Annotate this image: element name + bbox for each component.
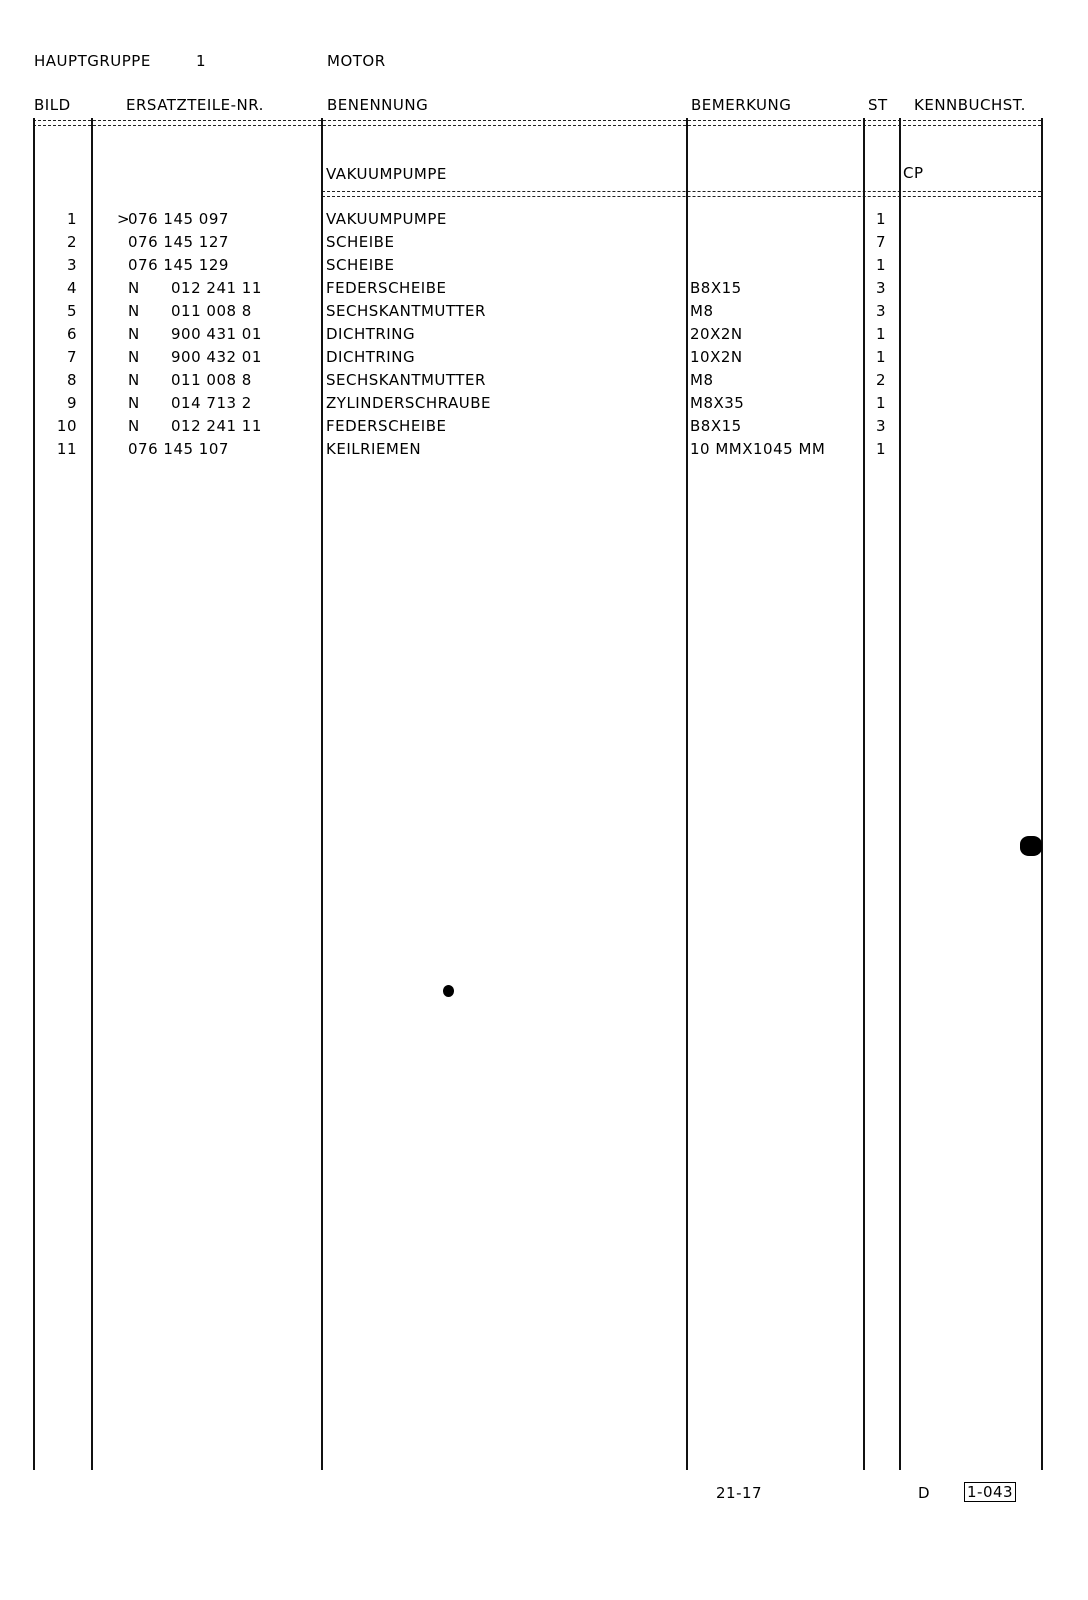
- cell-prefix: N: [128, 417, 140, 435]
- cell-bild: 6: [66, 325, 77, 343]
- cell-bild: 5: [66, 302, 77, 320]
- page-reference: 21-17: [716, 1484, 763, 1502]
- cell-part-number: 014 713 2: [171, 394, 252, 412]
- table-row: [0, 233, 1088, 256]
- cell-qty: 3: [876, 417, 887, 435]
- cell-name: KEILRIEMEN: [326, 440, 422, 458]
- table-row: [0, 302, 1088, 325]
- cell-bild: 1: [66, 210, 77, 228]
- group-number: 1: [196, 52, 207, 70]
- table-row: [0, 325, 1088, 348]
- cell-qty: 2: [876, 371, 887, 389]
- cell-qty: 7: [876, 233, 887, 251]
- cell-name: SCHEIBE: [326, 256, 395, 274]
- cell-bild: 2: [66, 233, 77, 251]
- cell-prefix: N: [128, 394, 140, 412]
- col-header-part-number: ERSATZTEILE-NR.: [126, 96, 264, 114]
- sheet-number: 1-043: [964, 1482, 1016, 1502]
- group-label: HAUPTGRUPPE: [34, 52, 151, 70]
- cell-part-number: 076 145 127: [128, 233, 229, 251]
- cell-remark: M8: [690, 302, 714, 320]
- table-row: [0, 348, 1088, 371]
- cell-prefix: N: [128, 279, 140, 297]
- table-row: [0, 371, 1088, 394]
- cell-name: SECHSKANTMUTTER: [326, 302, 486, 320]
- cell-remark: M8X35: [690, 394, 745, 412]
- cell-remark: B8X15: [690, 417, 742, 435]
- cell-remark: B8X15: [690, 279, 742, 297]
- table-row: [0, 279, 1088, 302]
- cell-remark: M8: [690, 371, 714, 389]
- cell-part-number: 900 431 01: [171, 325, 262, 343]
- cell-prefix: >: [117, 210, 131, 228]
- cell-prefix: N: [128, 302, 140, 320]
- cell-part-number: 076 145 129: [128, 256, 229, 274]
- col-header-name: BENENNUNG: [327, 96, 429, 114]
- cell-qty: 1: [876, 256, 887, 274]
- cell-bild: 4: [66, 279, 77, 297]
- table-row: [0, 256, 1088, 279]
- cell-name: ZYLINDERSCHRAUBE: [326, 394, 491, 412]
- cell-part-number: 076 145 107: [128, 440, 229, 458]
- cell-qty: 1: [876, 325, 887, 343]
- group-name: MOTOR: [327, 52, 386, 70]
- cell-remark: 10X2N: [690, 348, 743, 366]
- cell-qty: 3: [876, 279, 887, 297]
- cell-name: DICHTRING: [326, 348, 416, 366]
- assembly-separator: [322, 191, 1041, 197]
- cell-part-number: 012 241 11: [171, 417, 262, 435]
- cell-prefix: N: [128, 325, 140, 343]
- cell-name: DICHTRING: [326, 325, 416, 343]
- table-row: [0, 417, 1088, 440]
- cell-name: SECHSKANTMUTTER: [326, 371, 486, 389]
- cell-part-number: 900 432 01: [171, 348, 262, 366]
- cell-bild: 8: [66, 371, 77, 389]
- cell-remark: 20X2N: [690, 325, 743, 343]
- cell-name: FEDERSCHEIBE: [326, 279, 447, 297]
- cell-name: SCHEIBE: [326, 233, 395, 251]
- cell-prefix: N: [128, 371, 140, 389]
- col-header-qty: ST: [868, 96, 888, 114]
- scan-speck: [1020, 836, 1042, 856]
- cell-bild: 7: [66, 348, 77, 366]
- language-code: D: [918, 1484, 931, 1502]
- table-row: [0, 210, 1088, 233]
- cell-part-number: 011 008 8: [171, 302, 252, 320]
- cell-prefix: N: [128, 348, 140, 366]
- cell-qty: 1: [876, 394, 887, 412]
- cell-part-number: 012 241 11: [171, 279, 262, 297]
- cell-bild: 3: [66, 256, 77, 274]
- cell-bild: 11: [56, 440, 77, 458]
- col-header-bild: BILD: [34, 96, 71, 114]
- cell-name: VAKUUMPUMPE: [326, 210, 447, 228]
- table-row: [0, 440, 1088, 463]
- col-header-code: KENNBUCHST.: [914, 96, 1026, 114]
- cell-part-number: 076 145 097: [128, 210, 229, 228]
- table-row: [0, 394, 1088, 417]
- cell-remark: 10 MMX1045 MM: [690, 440, 826, 458]
- assembly-name: VAKUUMPUMPE: [326, 165, 447, 183]
- cell-qty: 1: [876, 210, 887, 228]
- cell-part-number: 011 008 8: [171, 371, 252, 389]
- cell-qty: 1: [876, 440, 887, 458]
- header-separator: [33, 120, 1041, 126]
- cell-qty: 1: [876, 348, 887, 366]
- cell-bild: 10: [56, 417, 77, 435]
- cell-bild: 9: [66, 394, 77, 412]
- assembly-code: CP: [903, 164, 924, 182]
- col-header-remark: BEMERKUNG: [691, 96, 792, 114]
- cell-qty: 3: [876, 302, 887, 320]
- cell-name: FEDERSCHEIBE: [326, 417, 447, 435]
- scan-speck: [443, 985, 454, 997]
